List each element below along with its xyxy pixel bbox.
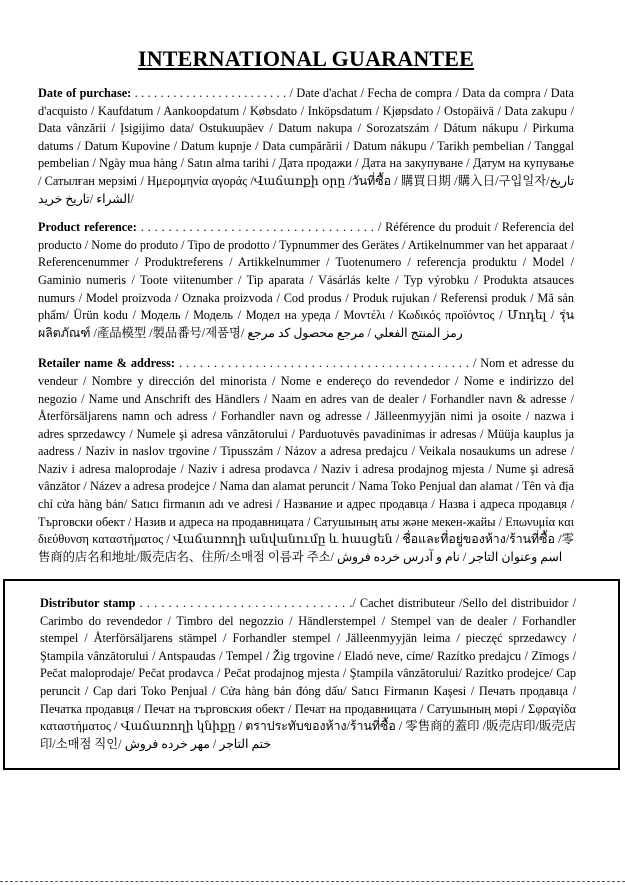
product-reference-section	[38, 219, 574, 342]
page-title: INTERNATIONAL GUARANTEE	[137, 46, 475, 71]
retailer-label: Retailer name & address:	[38, 356, 176, 371]
product-reference-field[interactable]: . . . . . . . . . . . . . . . . . . . . . . . . . . . . . . . . . .	[136, 220, 378, 235]
date-of-purchase-label: Date of purchase:	[38, 86, 132, 100]
date-of-purchase-field[interactable]: . . . . . . . . . . . . . . . . . . . . . . . .	[131, 86, 290, 100]
retailer-section	[38, 355, 574, 566]
distributor-stamp-label: Distributor stamp	[40, 596, 136, 610]
distributor-stamp-translations: / Cachet distributeur /Sello del distribuidor / Carimbo do revendedor / Timbro del negozzio / Händlerstempel / Stempel van de dealer / Forhandler stempel / Återförsäljarens stämpel / Forhandler stempel / Jälleenmyyjän leima / pieczęć sprzedawcy / Ştampila vânzătorului / Antspaudas / Tempel / Žig trgovine / Eladó neve, címe/ Razítko predajcu / Zīmogs / Pečat maloprodaje/ Pečat prodavca / Pečat prodajnog mjesta / Ştampila vânzătorului/ Razítko prodejce/ Cap peruncit / Cap dari Toko Penjual / Cửa hàng bán đóng dấu/ Satıcı Firmanın Kaşesi / Печать продавца / Печатка продавця / Печат на търговския обект / Печат на продавницата / Сатушының мөрі / Σφραγίδα καταστήματος / Վաճառողի կնիքը / ตราประทับของห้าง/ร้านที่ซื้อ / 零售商的蓋印 /販売店印/販売店印/소매점 직인/ ختم التاجر / مهر خرده فروش	[40, 596, 576, 751]
guarantee-page	[38, 0, 574, 566]
product-reference-translations: / Référence du produit / Referencia del producto / Nome do produto / Tipo de prodotto / Typnummer des Gerätes / Artikelnummer van het apparaat / Referencenummer / Produktreferens / Artikkelnummer / Tuotenumero / referencja produktu / Model / Gaminio numeris / Toote viitenumber / Tip aparata / Vásárlás kelte / Typ výrobku / Produkta atsauces numurs / Model proizvoda / Oznaka proizvoda / Cod produs / Produk rujukan / Referensi produk / Mã sản phẩm/ Ürün kodu / Модель / Модель / Модел на уреда / Μοντέλι / Κωδικός προϊόντος / Մոդել / รุ่นผลิตภัณฑ์ /產品模型 /製品番号/제품명/ رمز المنتج الفعلي / مرجع محصول کد مرجع	[38, 220, 574, 340]
retailer-translations: / Nom et adresse du vendeur / Nombre y dirección del minorista / Nome e endereço do revendedor / Nome e indirizzo del negozio / Name und Anschrift des Händlers / Naam en adres van de dealer / Forhandler navn & adresse / Återförsäljarens namn och adress / Forhandler navn og adresse / Jälleenmyyjän nimi ja osoite / nazwa i adres sprzedawcy / Numele şi adresa vânzătorului / Parduotuvės pavadinimas ir adresas / Müüja kauplus ja aadress / Naziv in naslov trgovine / Tipusszám / Názov a adresa predajcu / Veikala nosaukums un adrese / Naziv i adresa maloprodaje / Naziv i adresa prodavca / Naziv i adresa prodajnog mjesta / Nume şi adresă vânzător / Název a adresa prodejce / Nama dan alamat peruncit / Nama Toko Penjual dan alamat / Tên và địa chỉ cửa hàng bán/ Satıcı firmanın adı ve adresi / Название и адрес продавца / Назва і адреса продавця / Търговски обект / Назив и адреса на продавницата / Сатушының аты және мекен-жайы / Επωνυμία και διεύθυνση καταστήματος / Վաճառողի անվանումը և հասցեն / ชื่อและที่อยู่ของห้าง/ร้านที่ซื้อ /零售商的店名和地址/販売店名、住所/소매점 이름과 주소/ اسم وعنوان التاجر / نام و آدرس خرده فروش	[38, 356, 575, 564]
distributor-stamp-field[interactable]: . . . . . . . . . . . . . . . . . . . . . . . . . . . . . .	[135, 596, 353, 610]
cut-line	[0, 881, 625, 882]
product-reference-label: Product reference:	[38, 220, 137, 235]
distributor-stamp-box[interactable]	[3, 579, 620, 770]
retailer-field[interactable]: . . . . . . . . . . . . . . . . . . . . . . . . . . . . . . . . . . . . . . . . . .	[175, 356, 473, 371]
date-of-purchase-translations: / Date d'achat / Fecha de compra / Data da compra / Data d'acquisto / Kaufdatum / Aankoopdatum / Købsdato / Inköpsdatum / Kjøpsdato / Ostopäivä / Data zakupu / Data vânzării / Įsigijimo data/ Ostukuupäev / Datum nakupa / Sorozatszám / Dátum nákupu / Pirkuma datums / Datum Kupovine / Datum kupnje / Data cumpărării / Datum nákupu / Tarikh pembelian / Tanggal pembelian / Ngày mua hàng / Satın alma tarihi / Дата продажи / Дата на закупуване / Датум на купување / Сатылған мерзімі / Ημερομηνία αγοράς /Վաճառքի օրը /วันที่ซื้อ / 購買日期 /購入日/구입일자/تاريخ الشراء /تاريخ خريد/	[38, 86, 574, 206]
distributor-stamp-section	[40, 595, 576, 753]
date-of-purchase-section	[38, 85, 574, 208]
